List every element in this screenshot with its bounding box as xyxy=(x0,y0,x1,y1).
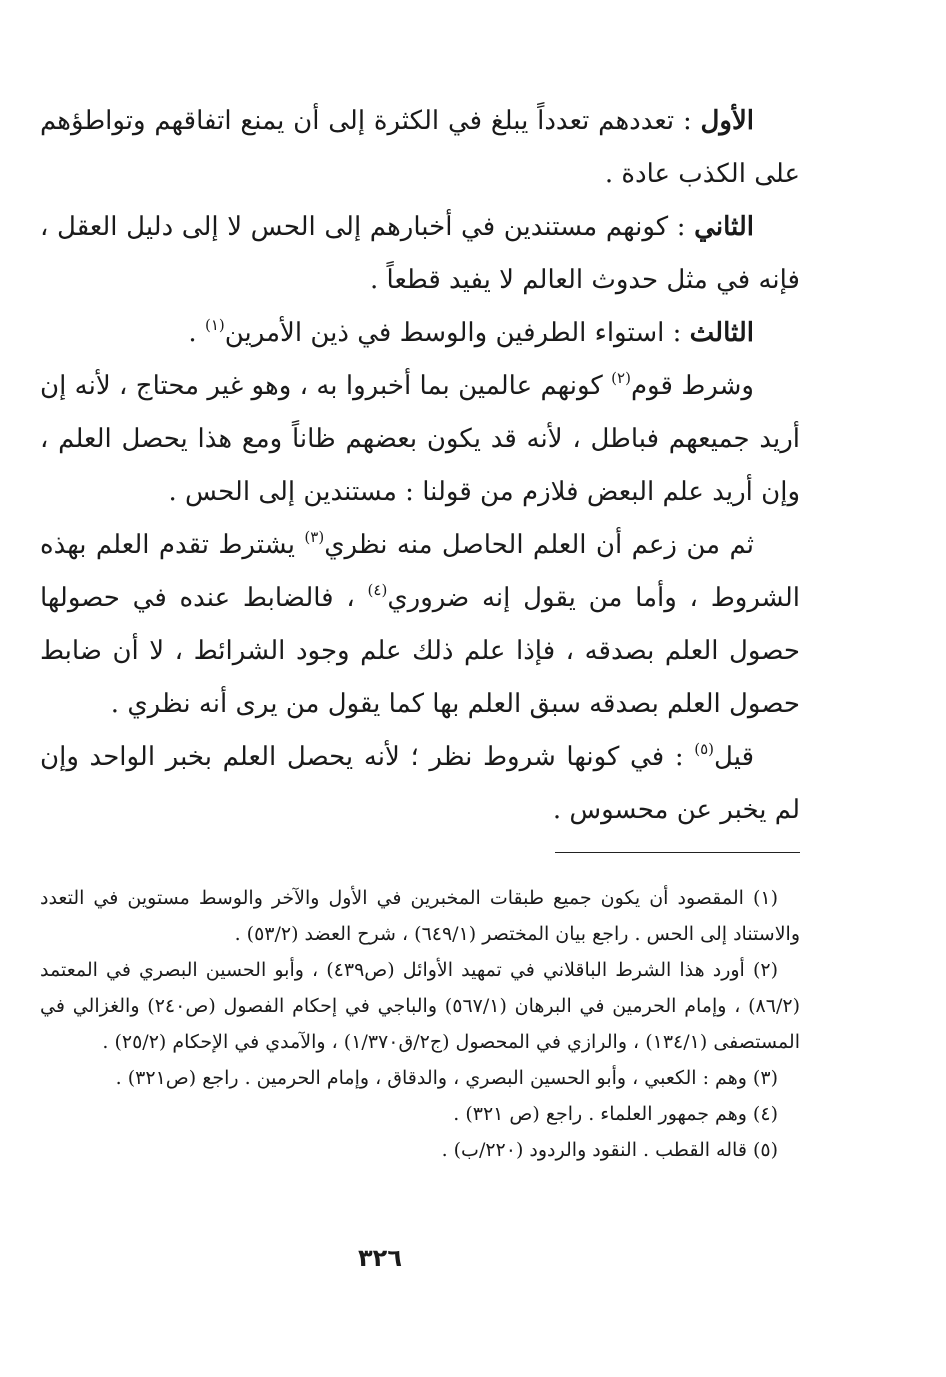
paragraph-text: ، فالضابط عنده في حصولها حصول العلم بصدقه ، فإذا علم ذلك علم وجود الشرائط ، لا أن ضابط حصول العلم بصدقه سبق العلم بها كما يقول من يرى أنه نظري . xyxy=(40,583,800,719)
paragraph-text: : كونهم مستندين في أخبارهم إلى الحس لا إلى دليل العقل ، فإنه في مثل حدوث العالم لا يفيد قطعاً . xyxy=(40,212,800,295)
term-second: الثاني xyxy=(694,212,754,242)
footnote-ref-2: (٢) xyxy=(611,369,631,387)
paragraph-second-condition xyxy=(40,201,800,307)
paragraph-third-condition xyxy=(40,307,800,360)
footnote-4: (٤) وهم جمهور العلماء . راجع (ص ٣٢١) . xyxy=(453,1103,778,1125)
paragraph-text: : تعددهم تعدداً يبلغ في الكثرة إلى أن يمنع اتفاقهم وتواطؤهم على الكذب عادة . xyxy=(40,106,800,189)
footnote-ref-4: (٤) xyxy=(367,581,388,599)
paragraph-text: كونهم عالمين بما أخبروا به ، وهو غير محتاج ، لأنه إن أريد جميعهم فباطل ، لأنه قد يكون بعضهم ظاناً ومع هذا يحصل العلم ، وإن أريد علم البعض فلازم من قولنا : مستندين إلى الحس . xyxy=(40,371,801,507)
footnote-separator xyxy=(555,852,800,853)
paragraph-text: . xyxy=(188,318,205,348)
paragraph-text: ثم من زعم أن العلم الحاصل منه نظري xyxy=(324,530,755,560)
footnote-3: (٣) وهم : الكعبي ، وأبو الحسين البصري ، والدقاق ، وإمام الحرمين . راجع (ص٣٢١) . xyxy=(115,1067,778,1089)
paragraph-knowledge xyxy=(40,519,800,731)
page-number: ٣٢٦ xyxy=(358,1244,402,1272)
paragraph-text: يشترط تقدم العلم بهذه الشروط ، وأما من يقول إنه ضروري xyxy=(40,530,801,613)
footnote-1: (١) المقصود أن يكون جميع طبقات المخبرين في الأول والآخر والوسط مستوين في التعدد والاستناد إلى الحس . راجع بيان المختصر (٦٤٩/١) ، شرح العضد (٥٣/٢) . xyxy=(40,887,800,945)
paragraph-objection xyxy=(40,731,800,837)
footnote-ref-1: (١) xyxy=(204,316,225,334)
footnote-5: (٥) قاله القطب . النقود والردود (٢٢٠/ب) . xyxy=(441,1139,778,1161)
footnotes xyxy=(40,880,800,1168)
paragraph-text: وشرط قوم xyxy=(630,371,754,401)
paragraph-text: : استواء الطرفين والوسط في ذين الأمرين xyxy=(224,318,690,348)
paragraph-some-condition xyxy=(40,360,800,519)
paragraph-first-condition xyxy=(40,95,800,201)
paragraph-text: قيل xyxy=(714,742,754,772)
term-first: الأول xyxy=(700,106,754,136)
term-third: الثالث xyxy=(689,318,754,348)
footnote-2: (٢) أورد هذا الشرط الباقلاني في تمهيد الأوائل (ص٤٣٩) ، وأبو الحسين البصري في المعتمد (٨٦/٢) ، وإمام الحرمين في البرهان (٥٦٧/١) والباجي في إحكام الفصول (ص٢٤٠) والغزالي في المستصفى (١٣٤/١) ، والرازي في المحصول (ج٢/ق١/٣٧٠) ، والآمدي في الإحكام (٢٥/٢) . xyxy=(40,959,800,1053)
footnote-ref-5: (٥) xyxy=(694,740,715,758)
footnote-ref-3: (٣) xyxy=(304,528,325,546)
main-text xyxy=(40,95,800,837)
paragraph-text: : في كونها شروط نظر ؛ لأنه يحصل العلم بخبر الواحد وإن لم يخبر عن محسوس . xyxy=(40,742,800,825)
